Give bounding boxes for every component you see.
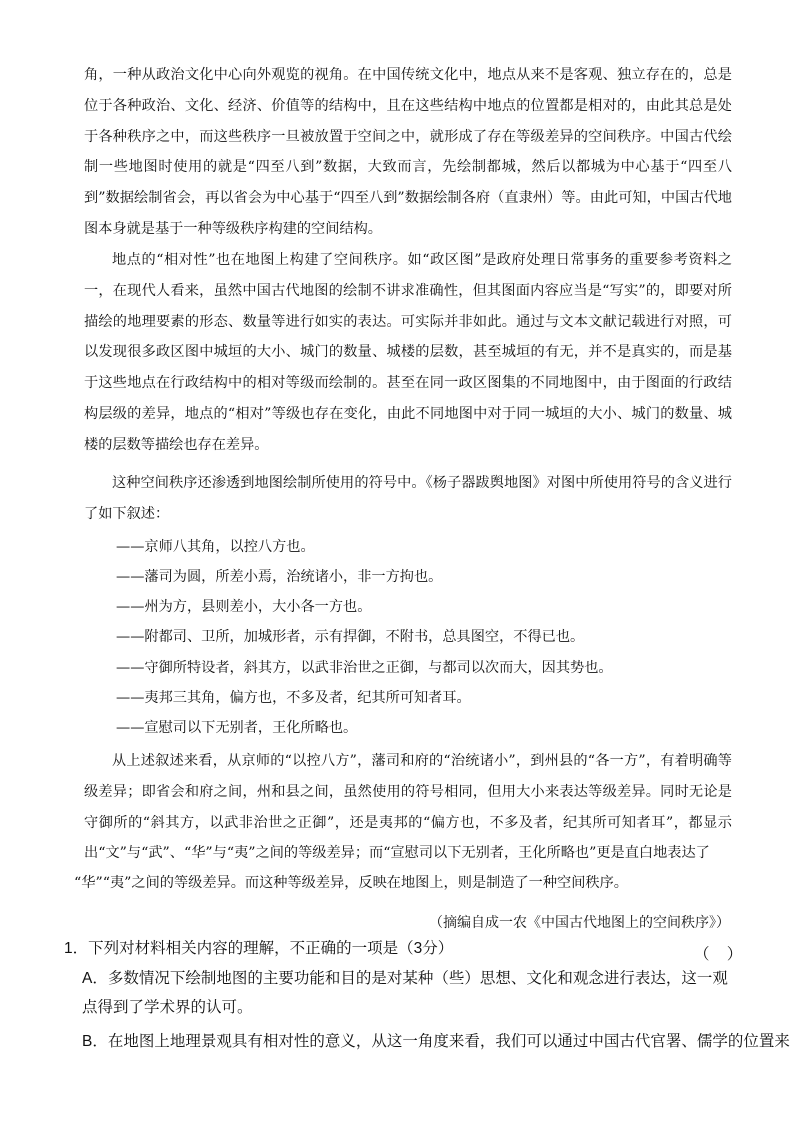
answer-parentheses[interactable]: （ ） [694,946,743,963]
quote-line-4: ——附都司、卫所，加城形者，示有捍御，不附书，总具图空，不得已也。 [116,629,585,645]
passage-paragraph-1: 角，一种从政治文化中心向外观览的视角。在中国传统文化中，地点从来不是客观、独立存在的，总是位于各种政治、文化、经济、价值等的结构中，且在这些结构中地点的位置都是相对的，由此其总是处于各种秩序之中，而这些秩序一旦被放置于空间之中，就形成了存在等级差异的空间秩序。中国古代绘制一些地图时使用的就是“四至八到”数据，大致而言，先绘制都城，然后以都城为中心基于“四至八到”数据绘制省会，再以省会为中心基于“四至八到”数据绘制各府（直隶州）等。由此可知，中国古代地图本身就是基于一种等级秩序构建的空间结构。 [84,67,732,237]
passage-source: （摘编自成一农《中国古代地图上的空间秩序》） [429,915,730,931]
passage-paragraph-3: 这种空间秩序还渗透到地图绘制所使用的符号中。《杨子器跋舆地图》对图中所使用符号的含义进行了如下叙述： [84,475,732,522]
quote-line-5: ——守御所特设者，斜其方，以武非治世之正御，与都司以次而大，因其势也。 [116,660,613,676]
option-b[interactable]: B．在地图上地理景观具有相对性的意义，从这一角度来看，我们可以通过中国古代官署、儒学的位置来 [82,1033,790,1050]
question-stem: 1．下列对材料相关内容的理解，不正确的一项是（3分） [64,940,454,957]
quote-line-6: ——夷邦三其角，偏方也，不多及者，纪其所可知者耳。 [116,690,471,706]
option-a[interactable]: A．多数情况下绘制地图的主要功能和目的是对某种（些）思想、文化和观念进行表达，这一观点得到了学术界的认可。 [82,970,728,1016]
passage-paragraph-2: 地点的“相对性”也在地图上构建了空间秩序。如“政区图”是政府处理日常事务的重要参考资料之一，在现代人看来，虽然中国古代地图的绘制不讲求准确性，但其图面内容应当是“写实”的，即要对所描绘的地理要素的形态、数量等进行如实的表达。可实际并非如此。通过与文本文献记载进行对照，可以发现很多政区图中城垣的大小、城门的数量、城楼的层数，甚至城垣的有无，并不是真实的，而是基于这些地点在行政结构中的相对等级而绘制的。甚至在同一政区图集的不同地图中，由于图面的行政结构层级的差异，地点的“相对”等级也存在变化，由此不同地图中对于同一城垣的大小、城门的数量、城楼的层数等描绘也存在差异。 [84,252,732,453]
quote-line-2: ——藩司为圆，所差小焉，治统诸小，非一方拘也。 [116,569,443,585]
passage-paragraph-4: 从上述叙述来看，从京师的“以控八方”，藩司和府的“治统诸小”，到州县的“各一方”，有着明确等级差异；即省会和府之间，州和县之间，虽然使用的符号相同，但用大小来表达等级差异。同时无论是守御所的“斜其方，以武非治世之正御”，还是夷邦的“偏方也，不多及者，纪其所可知者耳”，都显示出“文”与“武”、“华”与“夷”之间的等级差异；而“宣慰司以下无别者，王化所略也”更是直白地表达了 [84,753,732,862]
quote-line-7: ——宣慰司以下无别者，王化所略也。 [116,720,358,736]
passage-paragraph-4-end: “华”“夷”之间的等级差异。而这种等级差异，反映在地图上，则是制造了一种空间秩序。 [74,875,628,891]
quote-line-3: ——州为方，县则差小，大小各一方也。 [116,599,372,615]
quote-line-1: ——京师八其角，以控八方也。 [116,539,315,555]
